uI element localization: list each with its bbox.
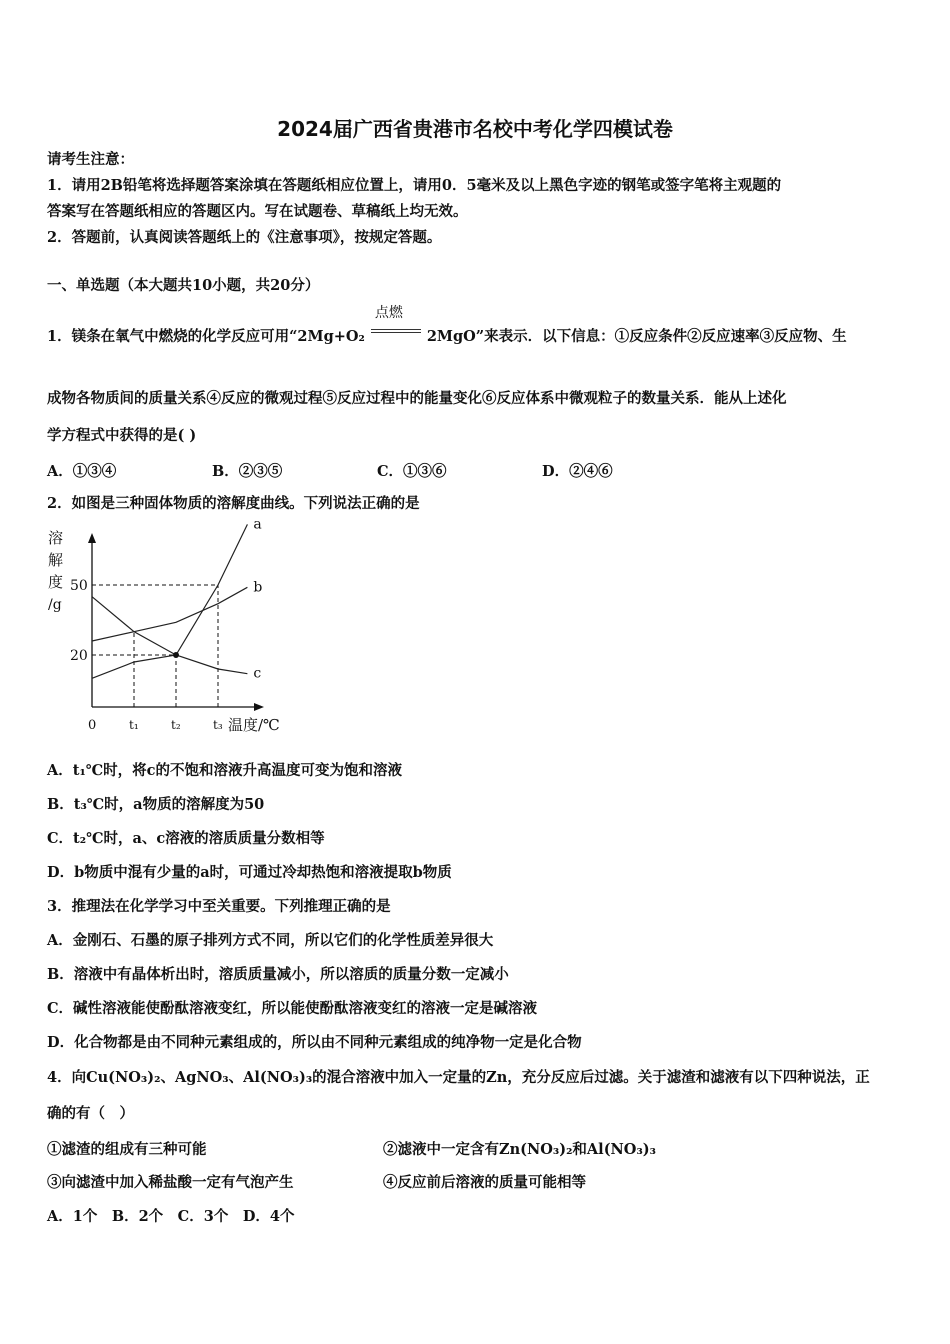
notice-line-1: 1．请用2B铅笔将选择题答案涂填在答题纸相应位置上，请用0．5毫米及以上黑色字迹的钢笔或签字笔将主观题的	[47, 177, 782, 194]
q4-options[interactable]: A．1个 B．2个 C．3个 D．4个	[47, 1208, 295, 1225]
y-tick-50: 50	[70, 578, 88, 594]
q2-option-c[interactable]: C．t₂℃时，a、c溶液的溶质质量分数相等	[47, 830, 325, 847]
curve-label-a: a	[253, 516, 262, 533]
y-tick-20: 20	[70, 648, 88, 664]
reaction-condition	[371, 305, 421, 347]
q2-option-a[interactable]: A．t₁℃时，将c的不饱和溶液升高温度可变为饱和溶液	[47, 762, 403, 779]
notice-heading: 请考生注意：	[47, 151, 134, 168]
q4-statement-4: ④反应前后溶液的质量可能相等	[383, 1174, 586, 1191]
chart-labels	[70, 516, 280, 734]
curve-label-b: b	[253, 579, 263, 596]
q3-option-a[interactable]: A．金刚石、石墨的原子排列方式不同，所以它们的化学性质差异很大	[47, 932, 494, 949]
q3-option-b[interactable]: B．溶液中有晶体析出时，溶质质量减小，所以溶质的质量分数一定减小	[47, 966, 509, 983]
q2-option-d[interactable]: D．b物质中混有少量的a时，可通过冷却热饱和溶液提取b物质	[47, 864, 452, 881]
q4-statement-1: ①滤渣的组成有三种可能	[47, 1141, 207, 1158]
section-heading: 一、单选题（本大题共10小题，共20分）	[47, 277, 320, 294]
curve-label-c: c	[253, 665, 262, 682]
q1-line-3: 学方程式中获得的是( )	[47, 427, 197, 444]
y-label-char-1: 溶	[48, 529, 64, 547]
q1-line-2: 成物各物质间的质量关系④反应的微观过程⑤反应过程中的能量变化⑥反应体系中微观粒子的数量关系．能从上述化	[47, 390, 787, 407]
q3-option-d[interactable]: D．化合物都是由不同种元素组成的，所以由不同种元素组成的纯净物一定是化合物	[47, 1034, 582, 1051]
reaction-condition-label: 点燃	[374, 305, 403, 321]
y-label-char-3: 度	[48, 573, 64, 591]
x-axis-arrow	[254, 703, 264, 711]
curve-c	[92, 597, 247, 674]
x-axis-label: 温度/℃	[228, 716, 280, 734]
x-tick-t2: t₂	[171, 718, 181, 732]
y-label-char-2: 解	[48, 551, 64, 569]
q4-statement-2: ②滤液中一定含有Zn(NO₃)₂和Al(NO₃)₃	[383, 1141, 656, 1158]
q1-option-b[interactable]: B．②③⑤	[212, 463, 283, 480]
q2-option-b[interactable]: B．t₃℃时，a物质的溶解度为50	[47, 796, 265, 813]
y-label-char-4: /g	[48, 597, 62, 613]
q1-post: 2MgO”来表示．以下信息：①反应条件②反应速率③反应物、生	[426, 328, 847, 345]
q4-statement-3: ③向滤渣中加入稀盐酸一定有气泡产生	[47, 1174, 294, 1191]
q1-option-c[interactable]: C．①③⑥	[377, 463, 447, 480]
y-axis-arrow	[88, 533, 96, 543]
page-title: 2024届广西省贵港市名校中考化学四模试卷	[277, 117, 673, 141]
q2-stem: 2．如图是三种固体物质的溶解度曲线。下列说法正确的是	[47, 495, 420, 512]
origin-label: 0	[88, 718, 97, 733]
solubility-chart	[40, 516, 290, 735]
equals-bar-bottom	[371, 332, 421, 333]
q1-option-d[interactable]: D．②④⑥	[542, 463, 613, 480]
q3-option-c[interactable]: C．碱性溶液能使酚酞溶液变红，所以能使酚酞溶液变红的溶液一定是碱溶液	[47, 1000, 538, 1017]
curve-b	[92, 587, 247, 641]
notice-line-2: 答案写在答题纸相应的答题区内。写在试题卷、草稿纸上均无效。	[47, 203, 468, 220]
intersection-point	[173, 652, 179, 658]
q1-pre: 1．镁条在氧气中燃烧的化学反应可用“2Mg+O₂	[47, 328, 365, 345]
x-tick-t3: t₃	[213, 718, 223, 732]
q1-line-1	[47, 305, 847, 347]
q3-stem: 3．推理法在化学学习中至关重要。下列推理正确的是	[47, 898, 391, 915]
q1-option-a[interactable]: A．①③④	[47, 463, 117, 480]
guide-lines	[92, 585, 218, 707]
q4-line-2: 确的有（ ）	[47, 1105, 134, 1122]
q4-line-1: 4．向Cu(NO₃)₂、AgNO₃、Al(NO₃)₃的混合溶液中加入一定量的Zn，充分反应后过滤。关于滤渣和滤液有以下四种说法，正	[47, 1069, 870, 1086]
notice-line-3: 2．答题前，认真阅读答题纸上的《注意事项》，按规定答题。	[47, 229, 442, 246]
equals-bar-top	[371, 329, 421, 330]
x-tick-t1: t₁	[129, 718, 139, 732]
